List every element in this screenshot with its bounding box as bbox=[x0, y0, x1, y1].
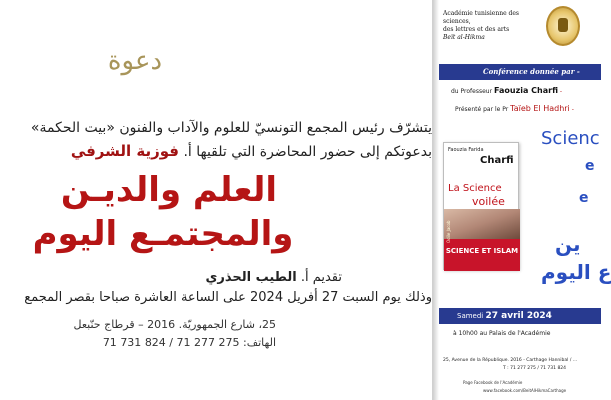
academy-header bbox=[443, 10, 543, 42]
academy-name-2: des lettres et des arts bbox=[443, 26, 510, 33]
conference-banner: Conférence donnée par - bbox=[439, 64, 601, 80]
poster-title-fragment-d: ع اليوم bbox=[541, 260, 611, 284]
facebook-label: Page Facebook de l'Académie bbox=[463, 380, 523, 385]
speaker-line bbox=[451, 86, 601, 95]
academy-name-3: Beït al-Hikma bbox=[443, 34, 485, 41]
poster-title-fragment-b: e bbox=[579, 190, 589, 206]
invitation-heading: دعوة bbox=[107, 46, 163, 76]
poster-title-fragment: Scienc bbox=[541, 128, 600, 149]
poster-phone: T : 71 277 275 / 71 731 824 bbox=[503, 366, 567, 371]
date-main: 27 avril 2024 bbox=[485, 311, 552, 321]
phone-line: الهاتف: 275 277 71 / 824 731 71 bbox=[102, 336, 276, 349]
presenter-prefix: تقديم أ. bbox=[300, 270, 342, 285]
speaker-prefix-fr: du Professeur bbox=[451, 88, 493, 95]
date-line: وذلك يوم السبت 27 أفريل 2024 على الساعة العاشرة صباحا بقصر المجمع bbox=[24, 290, 432, 305]
presenter-suffix-fr: - bbox=[571, 106, 574, 113]
speaker-name: فوزية الشرفي bbox=[70, 142, 179, 160]
date-prefix: Samedi bbox=[457, 312, 484, 320]
website-link[interactable]: www.facebook.com/BeitAlHikmaCarthage bbox=[483, 388, 567, 393]
presenter-prefix-fr: Présenté par le Pr bbox=[455, 106, 509, 113]
poster-address: 25, Avenue de la République. 2016 - Carthage Hannibal / ... bbox=[443, 358, 578, 363]
presenter-name: الطيب الحذري bbox=[205, 270, 297, 285]
invitation-speaker-line bbox=[0, 142, 432, 160]
book-publisher: Odile Jacob bbox=[446, 220, 451, 243]
presenter-line-fr bbox=[455, 104, 601, 113]
logo-emblem bbox=[558, 18, 568, 32]
date-banner bbox=[439, 308, 601, 324]
book-title-1: La Science bbox=[448, 183, 502, 194]
book-cover bbox=[443, 142, 519, 270]
book-author-first: Faouzia Farida bbox=[448, 147, 484, 153]
book-band: SCIENCE ET ISLAM bbox=[444, 239, 520, 271]
book-photo bbox=[444, 209, 520, 239]
speaker-name-fr: Faouzia Charfi bbox=[493, 86, 558, 95]
french-poster bbox=[432, 0, 611, 400]
book-author-last: Charfi bbox=[480, 155, 514, 166]
lecture-title-line-2: والمجتمـع اليوم bbox=[32, 214, 294, 254]
speaker-prefix: بدعوتكم إلى حضور المحاضرة التي تلقيها أ. bbox=[183, 144, 432, 160]
presenter-name-fr: Taïeb El Hadhri bbox=[510, 104, 570, 113]
lecture-title-line-1: العلم والديـن bbox=[60, 170, 278, 210]
poster-edge-shadow bbox=[433, 0, 439, 400]
speaker-suffix-fr: - bbox=[559, 88, 563, 95]
academy-name-1: Académie tunisienne des sciences, bbox=[443, 10, 519, 25]
invitation-host-line: يتشرّف رئيس المجمع التونسيّ للعلوم والآداب والفنون «بيت الحكمة» bbox=[30, 120, 432, 136]
academy-logo-icon bbox=[546, 6, 580, 46]
poster-title-fragment-c: ين bbox=[555, 232, 581, 256]
address-line: 25، شارع الجمهوريّة. 2016 – قرطاج حنّبعل bbox=[73, 318, 276, 331]
time-place: à 10h00 au Palais de l'Académie bbox=[453, 330, 551, 337]
poster-title-fragment-a: e bbox=[585, 158, 595, 174]
book-title-2: voilée bbox=[472, 195, 505, 208]
presenter-line bbox=[0, 270, 342, 285]
